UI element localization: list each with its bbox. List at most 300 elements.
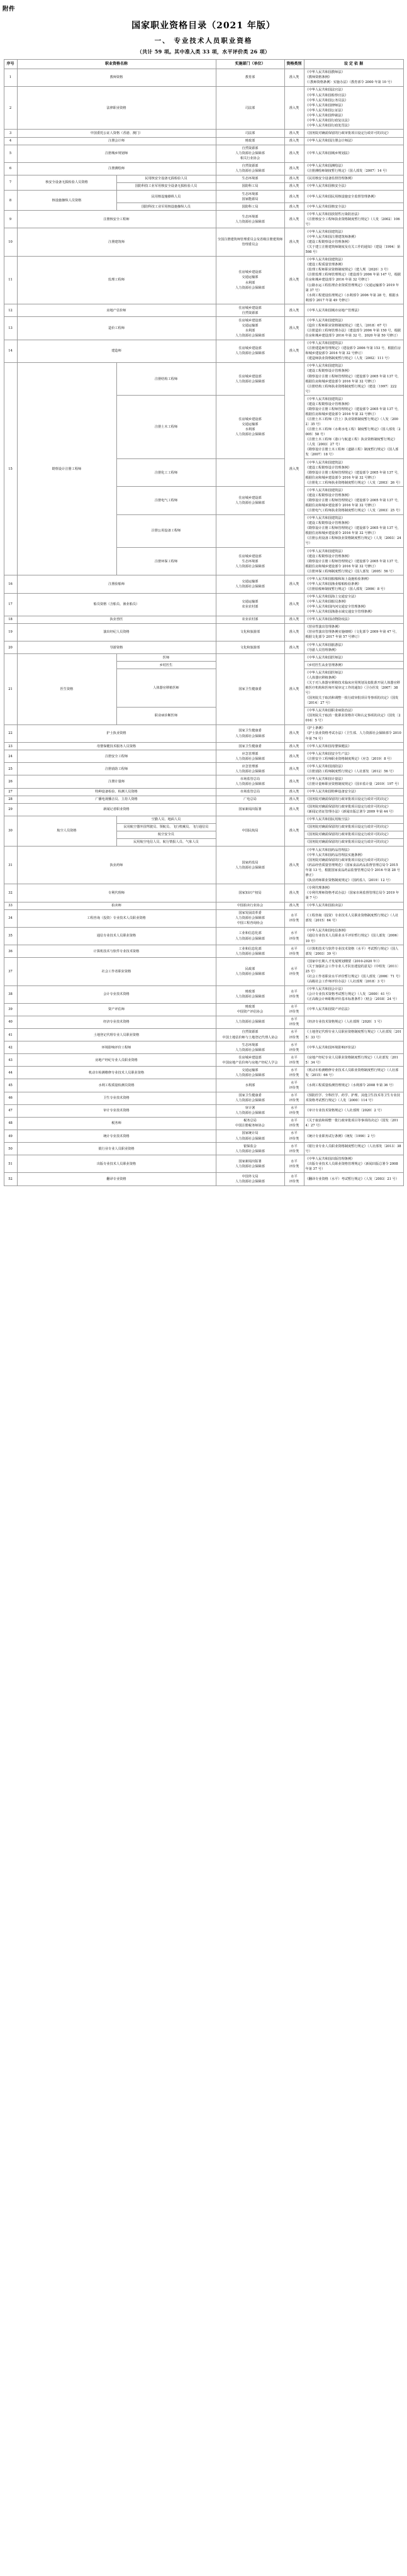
row-type: 准入类 [284, 884, 304, 902]
row-department: 国家卫生健康委 人力资源社会保障部 [216, 724, 284, 742]
row-number: 28 [4, 796, 17, 803]
row-department: 国防科工局 [216, 182, 284, 190]
row-department: 国家知识产权局 [216, 884, 284, 902]
header-no: 序号 [4, 60, 17, 69]
row-department: 司法部 [216, 86, 284, 130]
row-department: 应急管理部 人力资源社会保障部 [216, 763, 284, 775]
row-department: 民政部 人力资源社会保障部 [216, 958, 284, 985]
row-type: 准入类 [284, 191, 304, 203]
row-name: 广播电视播音员、主持人资格 [17, 796, 216, 803]
row-number: 12 [4, 304, 17, 317]
row-basis: 《中华人民共和国船舶和海上设施检验条例》 《中华人民共和国渔业船舶检验条例》 《注册验船师制度暂行规定》（国人部发〔2006〕8 号） [304, 575, 403, 593]
table-row [4, 191, 403, 203]
row-department: 银保监会 人力资源社会保障部 [216, 1143, 284, 1155]
row-number: 39 [4, 1003, 17, 1016]
row-basis: 《中华人民共和国建筑法》 《建设工程勘察设计管理条例》 《勘察设计注册工程师管理规定》（建设部令 2005 年第 137 号，根据住房和城乡建设部令 2016 年第 32 号修订） 《注册环保工程师制度暂行规定》（国人部发〔2005〕56 号） [304, 548, 403, 575]
row-basis: 《中华人民共和国职业病防治法》 《国务院关于取消一批职业资格许可和认定事项的决定》（国发〔2016〕5 号） [304, 707, 403, 724]
row-type: 水平 评价类 [284, 1130, 304, 1142]
row-basis: 《中华人民共和国测绘法》 《注册测绘师制度暂行规定》（国人部发〔2007〕14 号） [304, 162, 403, 175]
table-row [4, 1155, 403, 1173]
row-name: 教师资格 [17, 69, 216, 86]
row-name: 房地产估价师 [17, 304, 216, 317]
row-basis: 《审计专业技术资格规定》（人社部规〔2020〕2 号） [304, 1104, 403, 1117]
row-name: 造价工程师 [17, 317, 216, 340]
row-group-name: 核安全设备无损检验人员资格 [17, 175, 116, 190]
row-type: 水平 评价类 [284, 1155, 304, 1173]
row-sub-name: 注册结构工程师 [116, 362, 216, 395]
table-row [4, 743, 403, 750]
row-name: 土地登记代理专业人员职业资格 [17, 1028, 216, 1041]
row-number: 9 [4, 211, 17, 228]
row-department: 市场监管总局 [216, 788, 284, 796]
row-basis: 《房地产经纪专业人员职业资格制度暂行规定》（人社部发〔2015〕34 号） [304, 1054, 403, 1067]
header-name: 职业资格名称 [17, 60, 216, 69]
row-basis: 《营业性演出管理条例》 《营业性演出管理条例实施细则》（文化部令 2009 年第 47 号，根据文化部令 2017 年第 57 号修订） [304, 623, 403, 641]
row-basis: 《专利代理条例》 《专利代理师资格考试办法》（国家市场监督管理总局令 2019 年第 7 号） [304, 884, 403, 902]
row-basis: 《中华人民共和国民用航空法》 [304, 816, 403, 823]
row-number: 51 [4, 1155, 17, 1173]
table-body [4, 69, 403, 1185]
row-name: 通信专业技术人员职业资格 [17, 927, 216, 945]
row-sub-name: 注册环保工程师 [116, 548, 216, 575]
row-basis: 《中华人民共和国动物防疫法》 [304, 616, 403, 623]
row-name: 注册测绘师 [17, 162, 216, 175]
row-department: 国家发展改革委 人力资源社会保障部 中国工程咨询协会 [216, 909, 284, 927]
row-name: 卫生专业技术资格 [17, 1092, 216, 1104]
row-type: 准入类 [284, 750, 304, 763]
row-number: 7 [4, 175, 17, 190]
row-number: 5 [4, 145, 17, 162]
row-department: 住房城乡建设部 交通运输部 水利部 人力资源社会保障部 [216, 396, 284, 459]
row-name: 新闻记者职业资格 [17, 803, 216, 816]
row-basis: 《中华人民共和国会计法》 《会计专业技术资格考试暂行规定》（人发〔2000〕41 号） 《正高级会计师职称评价基本标准条件》（财会〔2018〕24 号） [304, 985, 403, 1003]
table-row [4, 623, 403, 641]
row-type: 准入类 [284, 743, 304, 750]
row-department: 生态环境部 [216, 175, 284, 182]
row-basis: 《中华人民共和国核安全法》 [304, 203, 403, 211]
section-title: 一、 专业技术人员职业资格 [154, 37, 253, 45]
row-basis: 《中华人民共和国法官法》 《中华人民共和国检察官法》 《中华人民共和国公务员法》 《中华人民共和国律师法》 《中华人民共和国公证法》 《中华人民共和国仲裁法》 《中华人民共和国行政复议法》 《中华人民共和国行政处罚法》 [304, 86, 403, 130]
row-department: 生态环境部 国家能源局 [216, 191, 284, 203]
table-row [4, 616, 403, 623]
row-basis: 《中华人民共和国核安全法》 [304, 182, 403, 190]
table-row [4, 1092, 403, 1104]
row-type: 水平 评价类 [284, 1079, 304, 1092]
row-number: 22 [4, 724, 17, 742]
row-department: 国家卫生健康委 [216, 743, 284, 750]
row-basis: 《统计专业职务试行条例》（统发〔1990〕2 号） [304, 1130, 403, 1142]
row-number: 46 [4, 1092, 17, 1104]
row-basis: 《计算机技术与软件专业技术资格（水平）考试暂行规定》（国人部发〔2003〕39 号） [304, 945, 403, 958]
row-basis: 《中华人民共和国教师法》 《教师资格条例》 《〈教师资格条例〉实施办法》（教育部令 2000 年第 10 号） [304, 69, 403, 86]
attachment-label: 附件 [3, 6, 16, 13]
row-basis: 《中华人民共和国注册会计师法》 [304, 137, 403, 145]
row-number: 14 [4, 340, 17, 362]
row-department: 文化和旅游部 [216, 641, 284, 654]
row-sub-name: 人体器官移植医师 [116, 669, 216, 707]
table-row [4, 803, 403, 816]
row-name: 中国委托公证人资格（香港、澳门） [17, 130, 216, 137]
row-number: 36 [4, 945, 17, 958]
row-number: 3 [4, 130, 17, 137]
document-page [0, 0, 407, 1186]
row-basis: 《中华人民共和国拍卖法》 [304, 902, 403, 909]
row-department: 应急管理部 人力资源社会保障部 [216, 750, 284, 763]
page-title: 国家职业资格目录（2021 年版） [131, 21, 276, 31]
row-type: 准入类 [284, 162, 304, 175]
row-department: 中国外文局 人力资源社会保障部 [216, 1173, 284, 1185]
row-basis: 《中华人民共和国放射性污染防治法》 《注册核安全工程师执业资格制度暂行规定》（人发〔2002〕106 号） [304, 211, 403, 228]
table-row [4, 1130, 403, 1142]
row-basis: 《中华人民共和国建筑法》 《建设工程质量管理条例》 《监理工程师职业资格制度规定》（建人规〔2020〕3 号） 《注册监理工程师管理规定》（建设部令 2006 年第 147 号，根据住房和城乡建设部令 2016 年第 32 号修订） 《公路水运工程监理企业资质管理规定》（交通运输部令 2019 年第 37 号） 《水利工程建设监理规定》（水利部令 2006 年第 28 号，根据水利部令 2017 年第 49 号修订） [304, 256, 403, 304]
row-group-name: 勘察设计注册工程师 [17, 362, 116, 575]
row-number: 8 [4, 191, 17, 211]
row-basis: 《国务院对确需保留的行政审批项目设定行政许可的决定》 《新闻记者证管理办法》（新闻出版总署令 2009 年第 44 号） [304, 803, 403, 816]
table-row [4, 593, 403, 616]
table-row [4, 816, 403, 823]
row-basis: 《中华人民共和国医师法》 《人体器官移植条例》 《关于对人体器官移植技术临床应用规划及拟批准开展人体器官移植医疗机构和医师开展审定工作的通知》（卫办医发〔2007〕38 号） 《国务院关于取消和调整一批行政审批项目等事项的决定》（国发〔2014〕27 号） [304, 669, 403, 707]
row-basis: 《中华人民共和国电信条例》 《通信专业技术人员职业水平评价暂行规定》（国人部发〔2006〕10 号） [304, 927, 403, 945]
row-department: 交通运输部 人力资源社会保障部 [216, 1067, 284, 1079]
row-name: 特种设备检验、检测人员资格 [17, 788, 216, 796]
row-name: 房地产经纪专业人员职业资格 [17, 1054, 216, 1067]
row-basis: 《机动车检测维修专业技术人员职业资格制度暂行规定》（人社部发〔2015〕66 号） [304, 1067, 403, 1079]
row-number: 2 [4, 86, 17, 130]
row-number: 34 [4, 909, 17, 927]
table-row [4, 724, 403, 742]
row-department: 国家卫生健康委 [216, 654, 284, 725]
row-name: 审计专业技术资格 [17, 1104, 216, 1117]
header-basis: 设 定 依 据 [304, 60, 403, 69]
row-department: 国家新闻出版署 人力资源社会保障部 [216, 1155, 284, 1173]
row-number: 25 [4, 763, 17, 775]
row-type: 准入类 [284, 788, 304, 796]
row-type: 水平 评价类 [284, 1016, 304, 1028]
row-type: 水平 评价类 [284, 945, 304, 958]
row-name: 经济专业技术资格 [17, 1016, 216, 1028]
row-basis: 《中华人民共和国建筑法》 《建设工程勘察设计管理条例》 《勘察设计注册工程师管理规定》（建设部令 2005 年第 137 号，根据住房和城乡建设部令 2016 年第 32 号修订） 《注册公用设备工程师执业资格制度暂行规定》（人发〔2003〕24 号） [304, 514, 403, 547]
row-type: 准入类 [284, 803, 304, 816]
table-row [4, 775, 403, 788]
table-row [4, 750, 403, 763]
table-row [4, 1041, 403, 1054]
row-basis: 《国务院对确需保留的行政审批项目设定行政许可的决定》 [304, 838, 403, 846]
row-name: 水利工程质量检测员资格 [17, 1079, 216, 1092]
row-type: 准入类 [284, 593, 304, 616]
row-number: 15 [4, 362, 17, 575]
row-type: 水平 评价类 [284, 1041, 304, 1054]
row-type: 准入类 [284, 256, 304, 304]
table-row [4, 228, 403, 256]
row-department: 工业和信息化部 人力资源社会保障部 [216, 927, 284, 945]
row-type: 准入类 [284, 796, 304, 803]
row-basis: 《土地登记代理专业人员职业资格制度暂行规定》（人社部发〔2015〕33 号） [304, 1028, 403, 1041]
row-department: 文化和旅游部 [216, 623, 284, 641]
row-number: 48 [4, 1117, 17, 1130]
row-type: 准入类 [284, 654, 304, 725]
row-department: 财政部 人力资源社会保障部 [216, 985, 284, 1003]
row-name: 监理工程师 [17, 256, 216, 304]
row-basis: 《中华人民共和国海上交通安全法》 《中华人民共和国船员条例》 《中华人民共和国内河交通安全管理条例》 《中华人民共和国渔港水域交通安全管理条例》 [304, 593, 403, 616]
row-type: 准入类 [284, 847, 304, 884]
row-name: 会计专业技术资格 [17, 985, 216, 1003]
row-name: 执业兽医 [17, 616, 216, 623]
row-name: 护士执业资格 [17, 724, 216, 742]
row-basis: 《中华人民共和国出版管理条例》 《出版专业技术人员职业资格管理规定》（新闻出版总署令 2008 年第 37 号） [304, 1155, 403, 1173]
table-row [4, 145, 403, 162]
table-row [4, 796, 403, 803]
row-basis: 《中华人民共和国医师法》 [304, 654, 403, 662]
row-number: 41 [4, 1028, 17, 1041]
row-basis: 《中华人民共和国计量法》 《注册计量师职业资格制度规定》（国市监计量〔2019〕197 号） [304, 775, 403, 788]
row-number: 37 [4, 958, 17, 985]
row-type: 水平 评价类 [284, 1054, 304, 1067]
row-number: 44 [4, 1067, 17, 1079]
row-basis: 《中华人民共和国母婴保健法》 [304, 743, 403, 750]
row-name: 注册城乡规划师 [17, 145, 216, 162]
row-number: 47 [4, 1104, 17, 1117]
row-type: 水平 评价类 [284, 1092, 304, 1104]
row-department: 住房城乡建设部 交通运输部 水利部 人力资源社会保障部 [216, 317, 284, 340]
row-basis: 《关于取消和调整一批行政审批项目等事项的决定》（国发〔2014〕27 号） [304, 1117, 403, 1130]
row-name: 统计专业技术资格 [17, 1130, 216, 1142]
row-basis: 《民用核安全设备监督管理条例》 [304, 175, 403, 182]
row-name: 演出经纪人员资格 [17, 623, 216, 641]
row-sub-name: 注册公用设备工程师 [116, 514, 216, 547]
row-basis: 《中华人民共和国建筑法》 《建设工程勘察设计管理条例》 《勘察设计注册工程师管理规定》（建设部令 2005 年第 137 号，根据住房和城乡建设部令 2016 年第 32 号修订） 《注册化工工程师执业资格制度暂行规定》（人发〔2003〕26 号） [304, 459, 403, 487]
row-sub-name: 民用核安全设备无损检验人员 [116, 175, 216, 182]
row-department: 自然资源部 中国土地估价师与土地登记代理人协会 [216, 1028, 284, 1041]
table-row [4, 362, 403, 395]
row-department: 农业农村部 [216, 616, 284, 623]
table-row [4, 162, 403, 175]
table-row [4, 1143, 403, 1155]
row-number: 21 [4, 654, 17, 725]
table-row [4, 211, 403, 228]
table-row [4, 304, 403, 317]
row-type: 准入类 [284, 575, 304, 593]
row-basis: 《预防医学、全科医学、药学、护理、其他卫生技术等卫生专业技术资格考试暂行规定》（人发〔2000〕114 号） [304, 1092, 403, 1104]
row-type: 准入类 [284, 623, 304, 641]
table-row [4, 175, 403, 182]
row-basis: 《国务院对确需保留的行政审批项目设定行政许可的决定》 [304, 796, 403, 803]
row-basis: 《中华人民共和国药品管理法》 《中华人民共和国药品管理法实施条例》 《国务院对确需保留的行政审批项目设定行政许可的决定》 《药品经营质量管理规范》（国家食品药品监督管理总局令 2015 年第 13 号，根据国家食品药品监督管理总局令 2016 年第 28 号修正） 《执业药师职业资格制度规定》（国药监人〔2019〕12 号） [304, 847, 403, 884]
row-department: 全国注册建筑师管理委员会及省级注册建筑师管理委员会 [216, 228, 284, 256]
row-type: 准入类 [284, 317, 304, 340]
row-sub-name: 医师 [116, 654, 216, 662]
row-basis: 《中华人民共和国民用核设施安全监督管理条例》 [304, 191, 403, 203]
table-row [4, 256, 403, 304]
row-type: 准入类 [284, 763, 304, 775]
row-department: 住房城乡建设部 人力资源社会保障部 [216, 362, 284, 395]
table-row [4, 884, 403, 902]
row-basis: 《中华人民共和国特种设备安全法》 [304, 788, 403, 796]
row-department: 中国拍卖行业协会 [216, 902, 284, 909]
table-row [4, 763, 403, 775]
row-type: 准入类 [284, 775, 304, 788]
row-name: 专利代理师 [17, 884, 216, 902]
row-number: 49 [4, 1130, 17, 1142]
row-basis: 《中华人民共和国建筑法》 《中华人民共和国注册建筑师条例》 《建设工程勘察设计管理条例》 《关于建立注册建筑师制度及有关工作的通知》（建设〔1994〕第 598 号） [304, 228, 403, 256]
table-row [4, 69, 403, 86]
table-row [4, 1003, 403, 1016]
row-type: 水平 评价类 [284, 1173, 304, 1185]
row-sub-name: 职业病诊断医师 [116, 707, 216, 724]
table-row [4, 137, 403, 145]
row-type: 准入类 [284, 816, 304, 846]
table-row [4, 902, 403, 909]
table-row [4, 1173, 403, 1185]
row-name: 注册建筑师 [17, 228, 216, 256]
row-name: 船员资格（含船员、渔业船员） [17, 593, 216, 616]
table-header [4, 60, 403, 69]
row-number: 42 [4, 1041, 17, 1054]
row-department: 住房城乡建设部 中国房地产估价师与房地产经纪人学会 [216, 1054, 284, 1067]
row-number: 26 [4, 775, 17, 788]
row-name: 社会工作者职业资格 [17, 958, 216, 985]
row-group-name: 核设施操纵人员资格 [17, 191, 116, 211]
row-type: 准入类 [284, 145, 304, 162]
row-department [216, 514, 284, 547]
row-type: 准入类 [284, 137, 304, 145]
row-number: 23 [4, 743, 17, 750]
row-number: 32 [4, 884, 17, 902]
row-type: 准入类 [284, 616, 304, 623]
row-department: 司法部 [216, 130, 284, 137]
row-number: 35 [4, 927, 17, 945]
row-number: 1 [4, 69, 17, 86]
row-name: 工程咨询（投资）专业技术人员职业资格 [17, 909, 216, 927]
row-group-name: 医生资格 [17, 654, 116, 725]
row-number: 10 [4, 228, 17, 256]
row-basis: 《国家中长期人才发展规划纲要（2010-2020 年）》 《关于加强社会工作专业人才队伍建设的意见》（中组发〔2011〕25 号） 《社会工作者职业水平评价暂行规定》（国人部发〔2006〕71 号） 《高级社会工作师评价办法》（人社部规〔2018〕3 号） [304, 958, 403, 985]
row-number: 4 [4, 137, 17, 145]
header-dept: 实施部门（单位） [216, 60, 284, 69]
row-type: 准入类 [284, 228, 304, 256]
row-sub-name: 乡村医生 [116, 662, 216, 669]
row-sub-name: 国防科技工业军用核设施操纵人员 [116, 203, 216, 211]
table-row [4, 909, 403, 927]
row-department: 国家药监局 人力资源社会保障部 [216, 847, 284, 884]
row-number: 24 [4, 750, 17, 763]
row-department: 交通运输部 人力资源社会保障部 [216, 575, 284, 593]
table-row [4, 958, 403, 985]
row-type: 准入类 [284, 86, 304, 130]
row-basis: 《中华人民共和国环境影响评价法》 [304, 1041, 403, 1054]
row-type: 水平 评价类 [284, 985, 304, 1003]
row-number: 45 [4, 1079, 17, 1092]
row-name: 注册核安全工程师 [17, 211, 216, 228]
row-name: 出版专业技术人员职业资格 [17, 1155, 216, 1173]
row-sub-name: 空勤人员、地面人员 [116, 816, 216, 823]
row-sub-name: 民用核设施操纵人员 [116, 191, 216, 203]
row-type: 水平 评价类 [284, 1117, 304, 1130]
row-department: 人力资源社会保障部 [216, 1016, 284, 1028]
table-row [4, 985, 403, 1003]
row-name: 计算机技术与软件专业技术资格 [17, 945, 216, 958]
row-sub-name: 民用航空电信人员、航行情报人员、气象人员 [116, 838, 216, 846]
row-number: 17 [4, 593, 17, 616]
row-number: 43 [4, 1054, 17, 1067]
row-basis: 《工程咨询（投资）专业技术人员职业资格制度暂行规定》（人社部发〔2015〕64 号） [304, 909, 403, 927]
table-row [4, 847, 403, 884]
table-row [4, 1104, 403, 1117]
row-department: 自然资源部 人力资源社会保障部 [216, 162, 284, 175]
row-type: 水平 评价类 [284, 1104, 304, 1117]
row-basis: 《中华人民共和国建筑法》 《建设工程勘察设计管理条例》 《勘察设计注册工程师管理规定》（建设部令 2005 年第 137 号，根据住房和城乡建设部令 2016 年第 32 号修订） 《注册电气工程师执业资格制度暂行规定》（人发〔2003〕25 号） [304, 487, 403, 514]
row-department: 住房城乡建设部 自然资源部 [216, 304, 284, 317]
row-basis: 《中华人民共和国安全生产法》 《注册安全工程师职业资格制度规定》（应急〔2019〕8 号） [304, 750, 403, 763]
row-number: 27 [4, 788, 17, 796]
row-type: 准入类 [284, 641, 304, 654]
row-type: 水平 评价类 [284, 1028, 304, 1041]
row-name: 注册验船师 [17, 575, 216, 593]
row-department: 住房城乡建设部 人力资源社会保障部 [216, 340, 284, 362]
row-department: 财政部 中国资产评估协会 [216, 1003, 284, 1016]
row-type: 准入类 [284, 130, 304, 137]
row-sub-name: 航空安全员 [116, 831, 216, 838]
row-sub-name: 注册化工工程师 [116, 459, 216, 487]
row-basis: 《中华人民共和国城乡规划法》 [304, 145, 403, 162]
row-department: 税务总局 中国注册税务师协会 [216, 1117, 284, 1130]
row-type: 准入类 [284, 203, 304, 211]
row-name: 拍卖师 [17, 902, 216, 909]
row-department: 国防科工局 [216, 203, 284, 211]
table-row [4, 86, 403, 130]
row-name: 银行业专业人员职业资格 [17, 1143, 216, 1155]
row-name: 机动车检测维修专业技术人员职业资格 [17, 1067, 216, 1079]
row-number: 38 [4, 985, 17, 1003]
row-name: 注册会计师 [17, 137, 216, 145]
row-type: 水平 评价类 [284, 1067, 304, 1079]
row-basis: 《中华人民共和国建筑法》 《注册建造师管理规定》（建设部令 2006 年第 153 号，根据住房和城乡建设部令 2016 年第 32 号修订） 《建造师执业资格制度暂行规定》（人发〔2002〕111 号） [304, 340, 403, 362]
row-name: 执业药师 [17, 847, 216, 884]
row-basis: 《中华人民共和国建筑法》 《建设工程勘察设计管理条例》 《勘察设计注册工程师管理规定》（建设部令 2005 年第 137 号，根据住房和城乡建设部令 2016 年第 32 号修订） 《注册结构工程师执业资格制度暂行规定》（建设〔1997〕222 号） [304, 362, 403, 395]
table-row [4, 927, 403, 945]
row-department: 广电总局 [216, 796, 284, 803]
row-type: 水平 评价类 [284, 958, 304, 985]
table-row [4, 788, 403, 796]
row-number: 6 [4, 162, 17, 175]
row-department: 生态环境部 人力资源社会保障部 [216, 211, 284, 228]
row-number: 52 [4, 1173, 17, 1185]
row-department: 工业和信息化部 人力资源社会保障部 [216, 945, 284, 958]
table-row [4, 340, 403, 362]
row-department: 住房城乡建设部 交通运输部 水利部 人力资源社会保障部 [216, 256, 284, 304]
row-department: 水利部 [216, 1079, 284, 1092]
row-name: 导游资格 [17, 641, 216, 654]
row-number: 50 [4, 1143, 17, 1155]
table-row [4, 1079, 403, 1092]
row-number: 33 [4, 902, 17, 909]
row-basis: 《银行业专业人员职业资格制度暂行规定》（人社部发〔2013〕38 号） [304, 1143, 403, 1155]
row-name: 翻译专业资格 [17, 1173, 216, 1185]
table-row [4, 1117, 403, 1130]
table-row [4, 1028, 403, 1041]
row-name: 环境影响评价工程师 [17, 1041, 216, 1054]
row-department: 国家新闻出版署 [216, 803, 284, 816]
row-department: 生态环境部 人力资源社会保障部 [216, 1041, 284, 1054]
row-number: 20 [4, 641, 17, 654]
row-basis: 《翻译专业资格（水平）考试暂行规定》（人发〔2003〕21 号） [304, 1173, 403, 1185]
row-number: 11 [4, 256, 17, 304]
row-number: 40 [4, 1016, 17, 1028]
row-department: 国家卫生健康委 人力资源社会保障部 [216, 1092, 284, 1104]
row-type: 准入类 [284, 175, 304, 182]
row-basis: 《中华人民共和国资产评估法》 [304, 1003, 403, 1016]
row-department: 市场监管总局 人力资源社会保障部 [216, 775, 284, 788]
row-type: 水平 评价类 [284, 1143, 304, 1155]
